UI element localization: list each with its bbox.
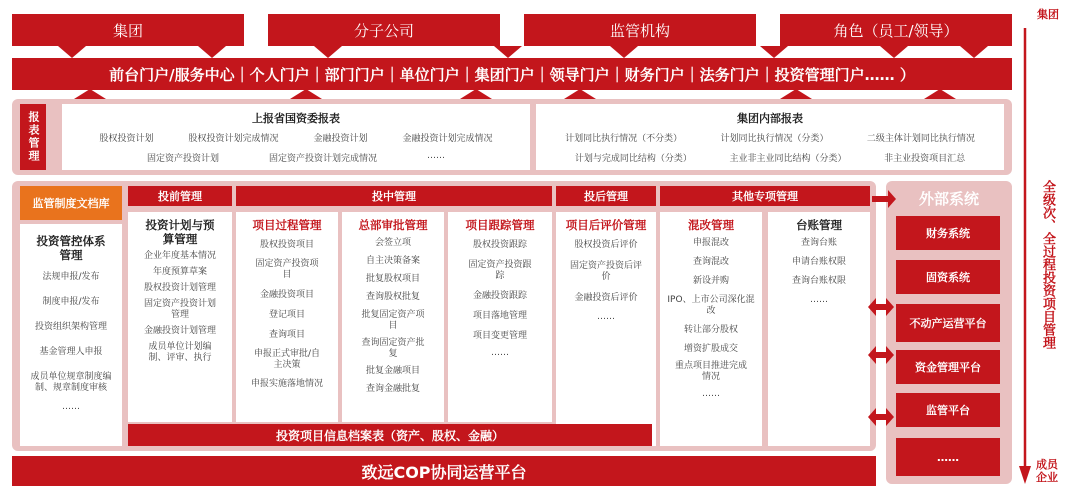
menu-item[interactable]: 批复股权项目 [365,274,420,284]
fixed-asset-system[interactable]: 固资系统 [896,260,1000,294]
other-management-header: 其他专项管理 [660,186,870,206]
menu-item[interactable]: 批复金融项目 [365,366,420,376]
menu-item: …… [491,348,509,358]
column-title: 项目过程管理 [252,218,322,232]
menu-item[interactable]: 查询项目 [268,330,305,340]
menu-item[interactable]: 股权投资计划管理 [144,283,217,293]
column-title: 混改管理 [688,218,734,232]
menu-item[interactable]: 股权投资项目 [259,240,314,250]
menu-item[interactable]: 股权投资后评价 [574,240,638,250]
menu-item[interactable]: 固定资产投资后评价 [569,261,642,282]
report-item[interactable]: 股权投资计划 [99,134,154,144]
menu-item[interactable]: 金融投资计划管理 [144,326,217,336]
menu-item[interactable]: 企业年度基本情况 [143,251,216,261]
internal-report-box [536,104,1004,170]
group-box: 集团 [12,14,244,46]
mixed-reform-column [660,212,762,446]
menu-item[interactable]: 查询固定资产批复 [361,338,425,359]
archive-header: 监管制度文档库 [20,186,122,220]
menu-item[interactable]: 股权投资跟踪 [472,240,527,250]
menu-item[interactable]: 年度预算草案 [152,267,207,277]
internal-report-title: 集团内部报表 [737,112,803,125]
post-investment-header: 投后管理 [556,186,656,206]
menu-item[interactable]: 金融投资项目 [259,290,314,300]
menu-item[interactable]: 制度申报/发布 [42,297,100,307]
real-estate-platform[interactable]: 不动产运营平台 [896,304,1000,342]
menu-item[interactable]: 新设并购 [692,276,729,286]
menu-item[interactable]: IPO、上市公司深化混改 [667,295,755,316]
column-title: 项目后评价管理 [565,218,647,232]
report-item[interactable]: 固定资产投资计划 [146,154,219,164]
menu-item[interactable]: 查询股权批复 [365,292,420,302]
menu-item[interactable]: 金融投资后评价 [574,293,638,303]
finance-system[interactable]: 财务系统 [896,216,1000,250]
menu-item: …… [62,402,80,412]
hq-approval-column [342,212,444,422]
menu-item[interactable]: 法规申报/发布 [42,272,100,282]
menu-item[interactable]: 申报混改 [692,238,729,248]
menu-item: …… [597,312,615,322]
axis-middle-label: 全级次、全过程投资项目管理 [1040,180,1055,349]
report-item[interactable]: 计划与完成同比结构（分类） [574,154,692,164]
report-item[interactable]: 二级主体计划同比执行情况 [866,134,975,144]
menu-item[interactable]: 查询台账 [800,238,837,248]
mid-investment-header: 投中管理 [236,186,552,206]
column-title: 台账管理 [796,218,842,232]
column-title: 投资计划与预算管理 [145,218,215,246]
control-system-column [20,224,122,446]
menu-item[interactable]: 重点项目推进完成情况 [674,361,747,382]
pre-investment-header: 投前管理 [128,186,232,206]
menu-item[interactable]: 固定资产投资计划管理 [144,299,217,320]
provincial-report-title: 上报省国资委报表 [252,112,340,125]
cop-platform-bar: 致远COP协同运营平台 [12,456,876,486]
report-item[interactable]: 股权投资计划完成情况 [188,134,279,144]
menu-item[interactable]: 申报正式审批/自主决策 [253,349,321,370]
menu-item[interactable]: 会签立项 [374,238,411,248]
menu-item[interactable]: 基金管理人申报 [39,347,103,357]
menu-item[interactable]: 转让部分股权 [683,325,738,335]
report-item[interactable]: 金融投资计划完成情况 [402,134,493,144]
menu-item[interactable]: 投资组织架构管理 [34,322,107,332]
menu-item[interactable]: 固定资产投资项目 [255,259,319,280]
axis-bottom-label: 成员企业 [1036,458,1058,484]
menu-item[interactable]: 项目变更管理 [472,331,527,341]
column-title: 投资管控体系管理 [36,234,106,262]
external-title: 外部系统 [918,189,979,208]
portal-bar: 前台门户/服务中心｜个人门户｜部门门户｜单位门户｜集团门户｜领导门户｜财务门户｜法务门户｜投资管理门户…… ） [12,58,1012,90]
regulator-box: 监管机构 [524,14,756,46]
report-item[interactable]: 计划同比执行情况（不分类） [565,134,683,144]
role-box: 角色（员工/领导） [780,14,1012,46]
report-item: …… [426,151,445,161]
ledger-column [768,212,870,446]
column-title: 总部审批管理 [358,218,428,232]
menu-item: …… [810,295,828,305]
menu-item[interactable]: 成员单位计划编制、评审、执行 [148,342,212,363]
menu-item[interactable]: 申报实施落地情况 [250,379,323,389]
report-item[interactable]: 主业非主业同比结构（分类） [729,154,847,164]
menu-item[interactable]: 查询混改 [692,257,729,267]
external-more: …… [896,438,1000,476]
menu-item[interactable]: 增资扩股成交 [683,344,738,354]
report-item[interactable]: 固定资产投资计划完成情况 [268,154,377,164]
report-item[interactable]: 金融投资计划 [313,134,368,144]
menu-item[interactable]: 成员单位规章制度编制、规章制度审核 [30,372,112,393]
menu-item[interactable]: 固定资产投资跟踪 [468,260,532,281]
menu-item[interactable]: 查询台账权限 [791,276,846,286]
plan-budget-column [128,212,232,422]
menu-item[interactable]: 批复固定资产项目 [361,310,425,331]
report-item[interactable]: 计划同比执行情况（分类） [720,134,829,144]
reports-side-label: 报表管理 [20,104,46,170]
archive-table-bar: 投资项目信息档案表（资产、股权、金融） [128,424,652,446]
fund-management-platform[interactable]: 资金管理平台 [896,350,1000,384]
vertical-arrow-icon [1018,28,1032,488]
provincial-report-box [62,104,530,170]
menu-item[interactable]: 查询金融批复 [365,384,420,394]
post-evaluation-column [556,212,656,446]
menu-item: …… [702,389,720,399]
menu-item[interactable]: 登记项目 [268,310,305,320]
column-title: 项目跟踪管理 [465,218,535,232]
menu-item[interactable]: 自主决策备案 [365,256,420,266]
report-item[interactable]: 非主业投资项目汇总 [884,154,966,164]
menu-item[interactable]: 项目落地管理 [472,311,527,321]
exchange-arrows-icon [866,186,896,436]
menu-item[interactable]: 申请台账权限 [791,257,846,267]
menu-item[interactable]: 金融投资跟踪 [472,291,527,301]
subsidiary-box: 分子公司 [268,14,500,46]
project-tracking-column [448,212,552,422]
regulatory-platform[interactable]: 监管平台 [896,393,1000,427]
project-process-column [236,212,338,422]
axis-top-label: 集团 [1037,8,1059,21]
